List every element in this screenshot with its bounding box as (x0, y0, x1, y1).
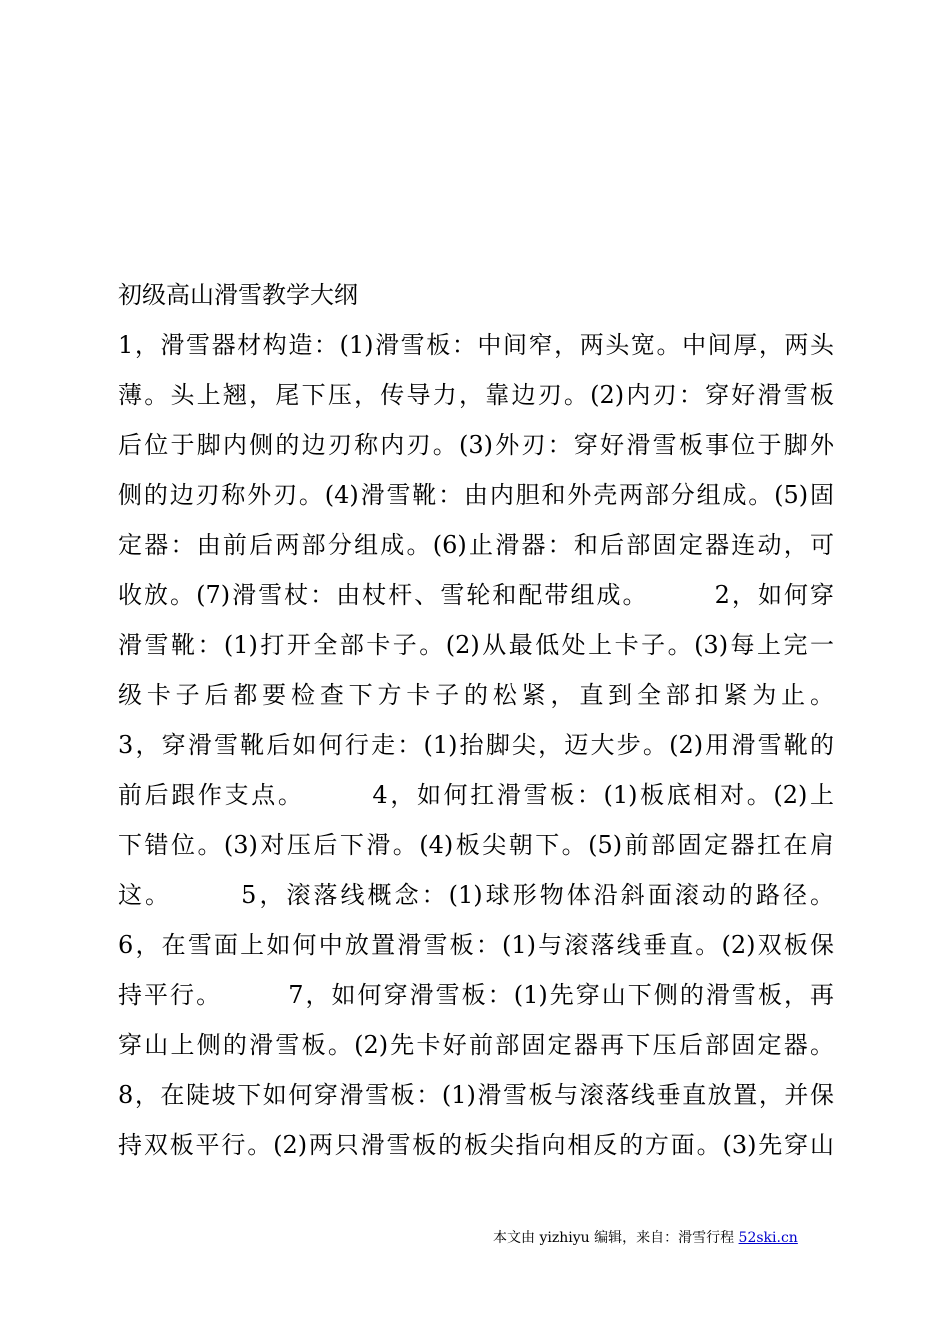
body-line: 持平行。 7，如何穿滑雪板：(1)先穿山下侧的滑雪板，再 (118, 981, 834, 1009)
body-line: 6，在雪面上如何中放置滑雪板：(1)与滚落线垂直。(2)双板保 (118, 931, 834, 959)
body-line: 下错位。(3)对压后下滑。(4)板尖朝下。(5)前部固定器扛在肩 (118, 831, 834, 859)
body-line: 收放。(7)滑雪杖：由杖杆、雪轮和配带组成。 2，如何穿 (118, 581, 834, 609)
body-line: 后位于脚内侧的边刃称内刃。(3)外刃：穿好滑雪板事位于脚外 (118, 431, 834, 459)
body-line: 前后跟作支点。 4，如何扛滑雪板：(1)板底相对。(2)上 (118, 781, 834, 809)
body-line: 侧的边刃称外刃。(4)滑雪靴：由内胆和外壳两部分组成。(5)固 (118, 481, 834, 509)
footer-attribution (493, 1228, 798, 1248)
body-line: 薄。头上翘，尾下压，传导力，靠边刃。(2)内刃：穿好滑雪板 (118, 381, 834, 409)
body-line: 8，在陡坡下如何穿滑雪板：(1)滑雪板与滚落线垂直放置，并保 (118, 1081, 834, 1109)
body-line: 1，滑雪器材构造：(1)滑雪板：中间窄，两头宽。中间厚，两头 (118, 331, 834, 359)
body-line: 这。 5，滚落线概念：(1)球形物体沿斜面滚动的路径。 (118, 881, 834, 909)
document-title: 初级高山滑雪教学大纲 (118, 281, 358, 309)
body-line: 穿山上侧的滑雪板。(2)先卡好前部固定器再下压后部固定器。 (118, 1031, 834, 1059)
body-line: 滑雪靴：(1)打开全部卡子。(2)从最低处上卡子。(3)每上完一 (118, 631, 834, 659)
body-line: 3，穿滑雪靴后如何行走：(1)抬脚尖，迈大步。(2)用滑雪靴的 (118, 731, 834, 759)
body-line: 级卡子后都要检查下方卡子的松紧，直到全部扣紧为止。 (118, 681, 834, 709)
footer-text: 本文由 yizhiyu 编辑，来自：滑雪行程 (493, 1230, 739, 1246)
body-line: 持双板平行。(2)两只滑雪板的板尖指向相反的方面。(3)先穿山 (118, 1131, 834, 1159)
body-line: 定器：由前后两部分组成。(6)止滑器：和后部固定器连动，可 (118, 531, 834, 559)
source-link[interactable]: 52ski.cn (738, 1230, 798, 1246)
document-body (118, 270, 834, 1170)
